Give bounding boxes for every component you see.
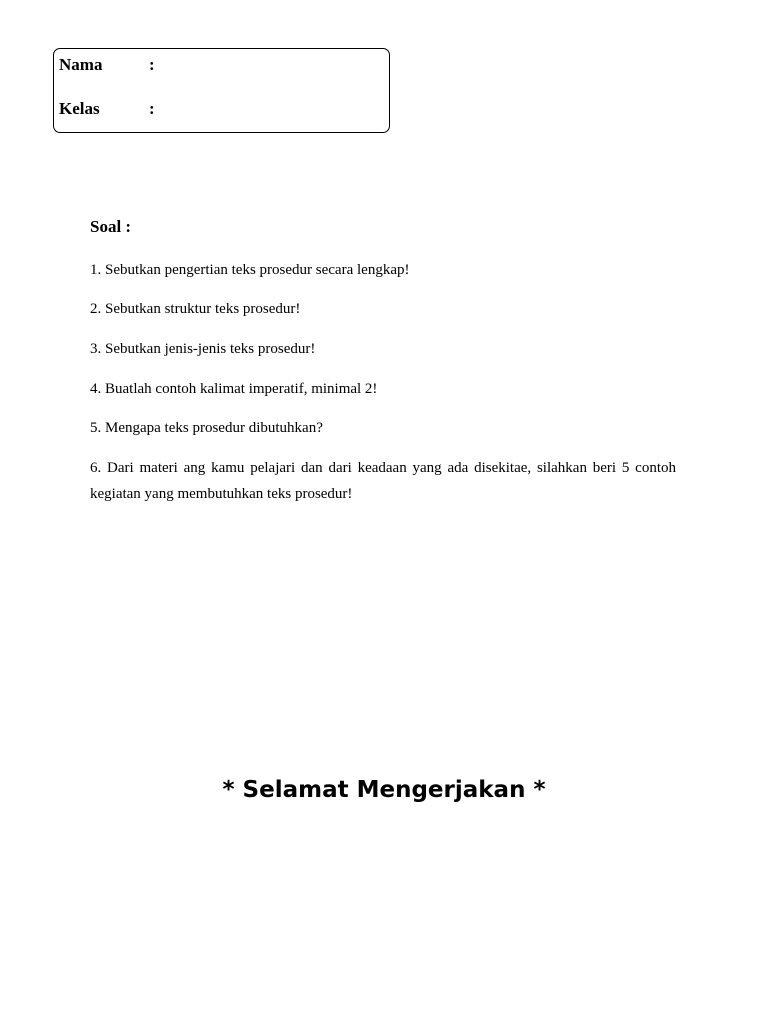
question-1: 1. Sebutkan pengertian teks prosedur secara lengkap! bbox=[90, 262, 410, 278]
question-6: 6. Dari materi ang kamu pelajari dan dari keadaan yang ada disekitae, silahkan beri 5 contoh kegiatan yang membutuhkan teks prosedur! bbox=[90, 460, 676, 502]
question-5: 5. Mengapa teks prosedur dibutuhkan? bbox=[90, 420, 323, 436]
question-3: 3. Sebutkan jenis-jenis teks prosedur! bbox=[90, 341, 316, 357]
class-row bbox=[59, 99, 155, 119]
class-label: Kelas bbox=[59, 99, 100, 118]
question-4: 4. Buatlah contoh kalimat imperatif, minimal 2! bbox=[90, 381, 378, 397]
name-colon: : bbox=[149, 55, 155, 74]
questions-heading: Soal : bbox=[90, 217, 132, 236]
name-label: Nama bbox=[59, 55, 103, 74]
name-row bbox=[59, 55, 155, 75]
class-colon: : bbox=[149, 99, 155, 118]
closing-message: * Selamat Mengerjakan * bbox=[222, 777, 546, 803]
student-identity-box bbox=[53, 48, 390, 133]
question-2: 2. Sebutkan struktur teks prosedur! bbox=[90, 301, 301, 317]
